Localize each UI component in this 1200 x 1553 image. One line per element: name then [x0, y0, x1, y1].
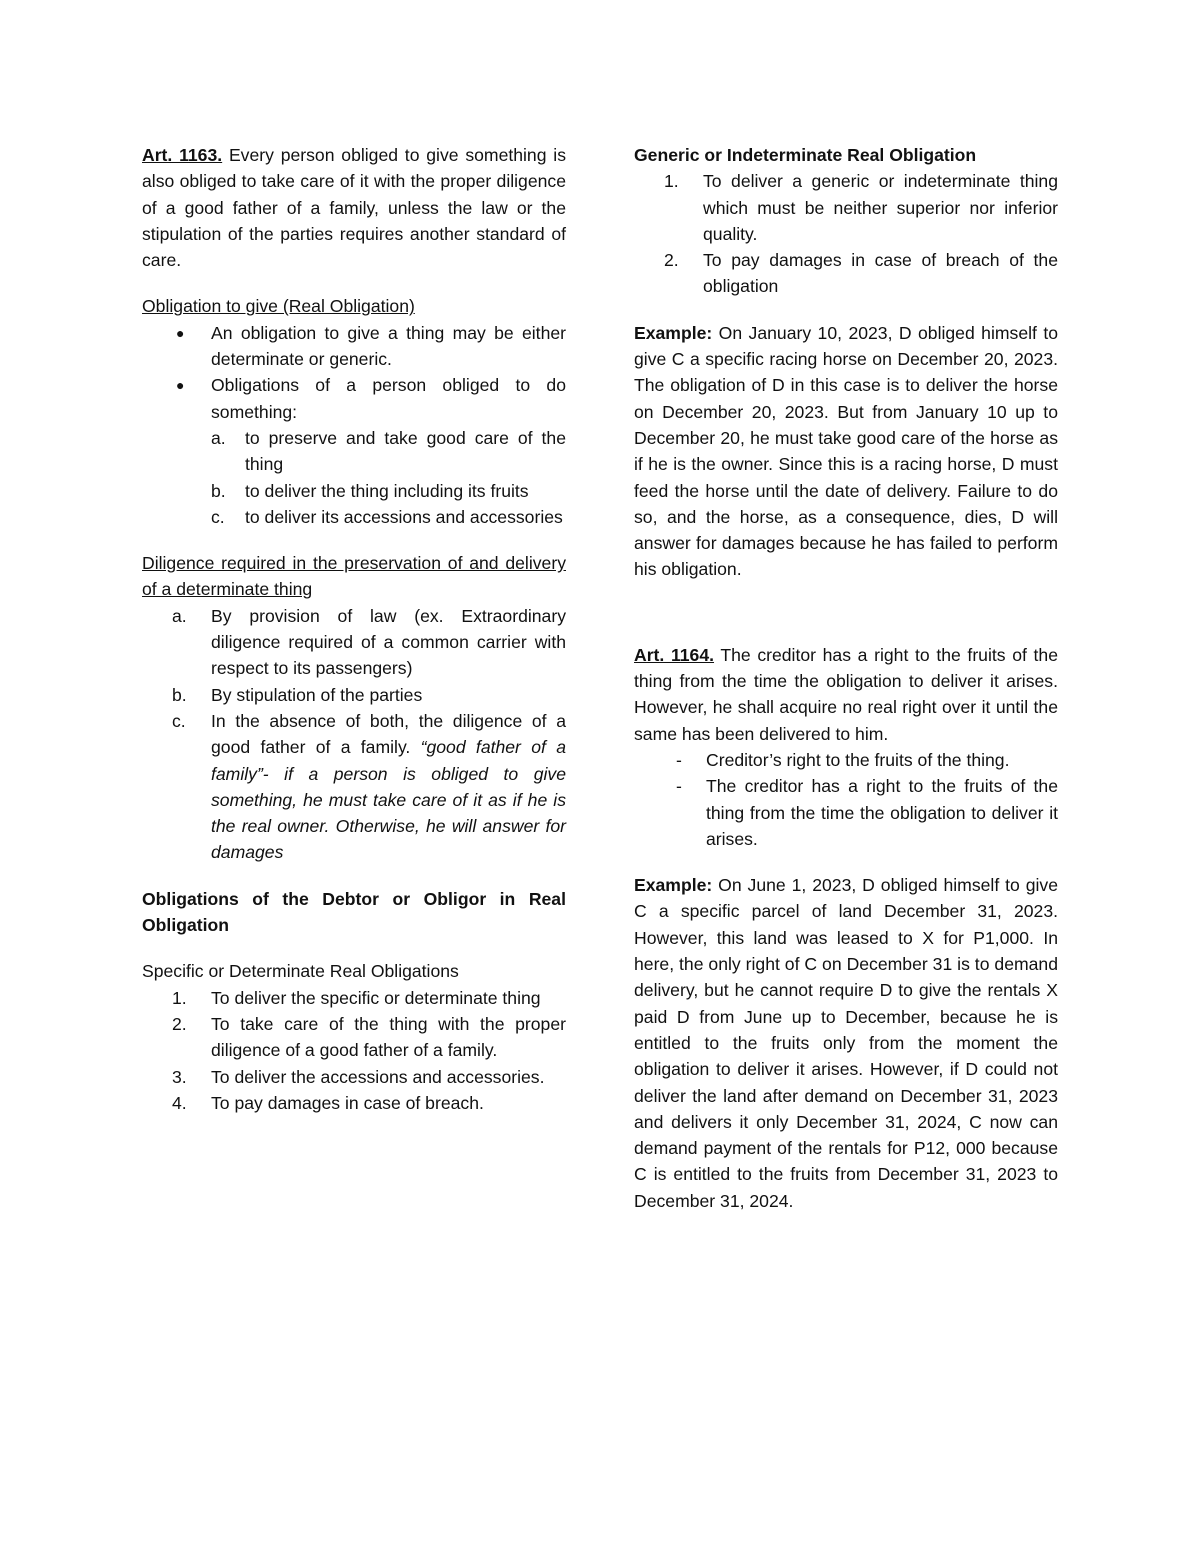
specific-marker: 4.	[172, 1092, 187, 1113]
sub-list	[211, 425, 566, 530]
diligence-marker: c.	[172, 710, 186, 731]
sub-text: to preserve and take good care of the thing	[245, 427, 566, 475]
bullet-icon: ●	[176, 324, 185, 341]
art-1164-label: Art. 1164.	[634, 644, 715, 665]
diligence-text: By stipulation of the parties	[211, 684, 423, 705]
dash-item	[634, 747, 1058, 773]
diligence-marker: a.	[172, 605, 187, 626]
diligence-item	[142, 708, 566, 866]
bullet-item	[142, 320, 566, 373]
example-1-paragraph	[634, 320, 1058, 583]
diligence-item	[142, 603, 566, 682]
example-2-text: On June 1, 2023, D obliged himself to give C a specific parcel of land December 31, 2023. However, this land was leased to X for P1,000. In here, the only right of C on December 31 is to demand delivery, but he cannot require D to give the rentals X paid D from June up to December, because he is entitled to the fruits only from the moment the obligation to deliver it arises. However, if D could not deliver the land after demand on December 31, 2023 and delivers it only December 31, 2024, C now can demand payment of the rentals for P12, 000 because C is entitled to the fruits from December 31, 2023 to December 31, 2024.	[634, 875, 1058, 1211]
good-father-definition: “good father of a family”- if a person is obliged to give something, he must take care of it as if he is the real owner. Otherwise, he will answer for damages	[211, 737, 566, 863]
diligence-item	[142, 682, 566, 708]
art-1164-text: The creditor has a right to the fruits of the thing from the time the obligation to deliver it arises. However, he shall acquire no real right over it until the same has been delivered to him.	[634, 644, 1058, 744]
example-2-paragraph	[634, 872, 1058, 1214]
example-1-text: On January 10, 2023, D obliged himself to give C a specific racing horse on December 20, 2023. The obligation of D in this case is to deliver the horse on December 20, 2023. But from January 10 up to December 20, he must take good care of the horse as if he is the owner. Since this is a racing horse, D must feed the horse until the date of delivery. Failure to do so, and the horse, as a consequence, dies, D will answer for damages because he has failed to perform his obligation.	[634, 322, 1058, 580]
specific-text: To take care of the thing with the proper diligence of a good father of a family.	[211, 1013, 566, 1061]
art-1164-paragraph	[634, 642, 1058, 747]
generic-marker: 2.	[664, 250, 679, 271]
sub-text: to deliver the thing including its fruits	[245, 480, 529, 501]
generic-heading	[634, 142, 1058, 168]
specific-text: To deliver the specific or determinate thing	[211, 987, 541, 1008]
diligence-marker: b.	[172, 684, 187, 705]
generic-item	[634, 168, 1058, 247]
sub-text: to deliver its accessions and accessories	[245, 506, 563, 527]
diligence-list	[142, 603, 566, 866]
generic-text: To pay damages in case of breach of the obligation	[703, 250, 1058, 297]
art-1163-label: Art. 1163.	[142, 145, 223, 165]
sub-marker: c.	[211, 506, 225, 527]
diligence-heading: Diligence required in the preservation of and delivery of a determinate thing	[142, 553, 566, 600]
art-1163-paragraph	[142, 142, 566, 273]
obligation-bullets	[142, 320, 566, 530]
specific-text: To pay damages in case of breach.	[211, 1092, 484, 1113]
diligence-text: By provision of law (ex. Extraordinary diligence required of a common carrier with respect to its passengers)	[211, 605, 566, 679]
specific-item	[142, 1064, 566, 1090]
bullet-icon: ●	[176, 377, 185, 394]
sub-marker: a.	[211, 427, 226, 448]
obligation-to-give-heading: Obligation to give (Real Obligation)	[142, 296, 415, 317]
specific-item	[142, 985, 566, 1011]
generic-text: To deliver a generic or indeterminate thing which must be neither superior nor inferior quality.	[703, 171, 1058, 244]
diligence-text: In the absence of both, the diligence of a good father of a family.	[211, 710, 566, 758]
sub-item	[211, 425, 566, 478]
right-column	[634, 142, 1058, 1214]
sub-marker: b.	[211, 480, 226, 501]
debtor-obligations-heading-text: Obligations of the Debtor or Obligor in Real Obligation	[142, 888, 566, 936]
left-column	[142, 142, 566, 1116]
specific-marker: 1.	[172, 987, 187, 1008]
debtor-obligations-heading	[142, 886, 566, 939]
example-2-label: Example:	[634, 875, 713, 896]
specific-heading: Specific or Determinate Real Obligations	[142, 961, 459, 982]
bullet-item	[142, 372, 566, 530]
generic-heading-text: Generic or Indeterminate Real Obligation	[634, 145, 977, 165]
dash-item	[634, 773, 1058, 852]
dash-text: The creditor has a right to the fruits of the thing from the time the obligation to deliver it arises.	[706, 776, 1058, 849]
specific-text: To deliver the accessions and accessories.	[211, 1066, 545, 1087]
specific-item	[142, 1090, 566, 1116]
bullet-text: Obligations of a person obliged to do something:	[211, 375, 566, 422]
specific-marker: 2.	[172, 1013, 187, 1034]
generic-item	[634, 247, 1058, 300]
specific-list	[142, 985, 566, 1116]
creditor-dash-list	[634, 747, 1058, 852]
specific-item	[142, 1011, 566, 1064]
generic-list	[634, 168, 1058, 299]
dash-text: Creditor’s right to the fruits of the thing.	[706, 749, 1010, 770]
generic-marker: 1.	[664, 171, 679, 192]
art-1163-text: Every person obliged to give something is also obliged to take care of it with the proper diligence of a good father of a family, unless the law or the stipulation of the parties requires another standard of care.	[142, 145, 566, 271]
sub-item	[211, 504, 566, 530]
bullet-text: An obligation to give a thing may be either determinate or generic.	[211, 322, 566, 370]
dash-marker: -	[676, 749, 682, 770]
sub-item	[211, 478, 566, 504]
specific-marker: 3.	[172, 1066, 187, 1087]
example-1-label: Example:	[634, 322, 713, 343]
dash-marker: -	[676, 776, 682, 797]
